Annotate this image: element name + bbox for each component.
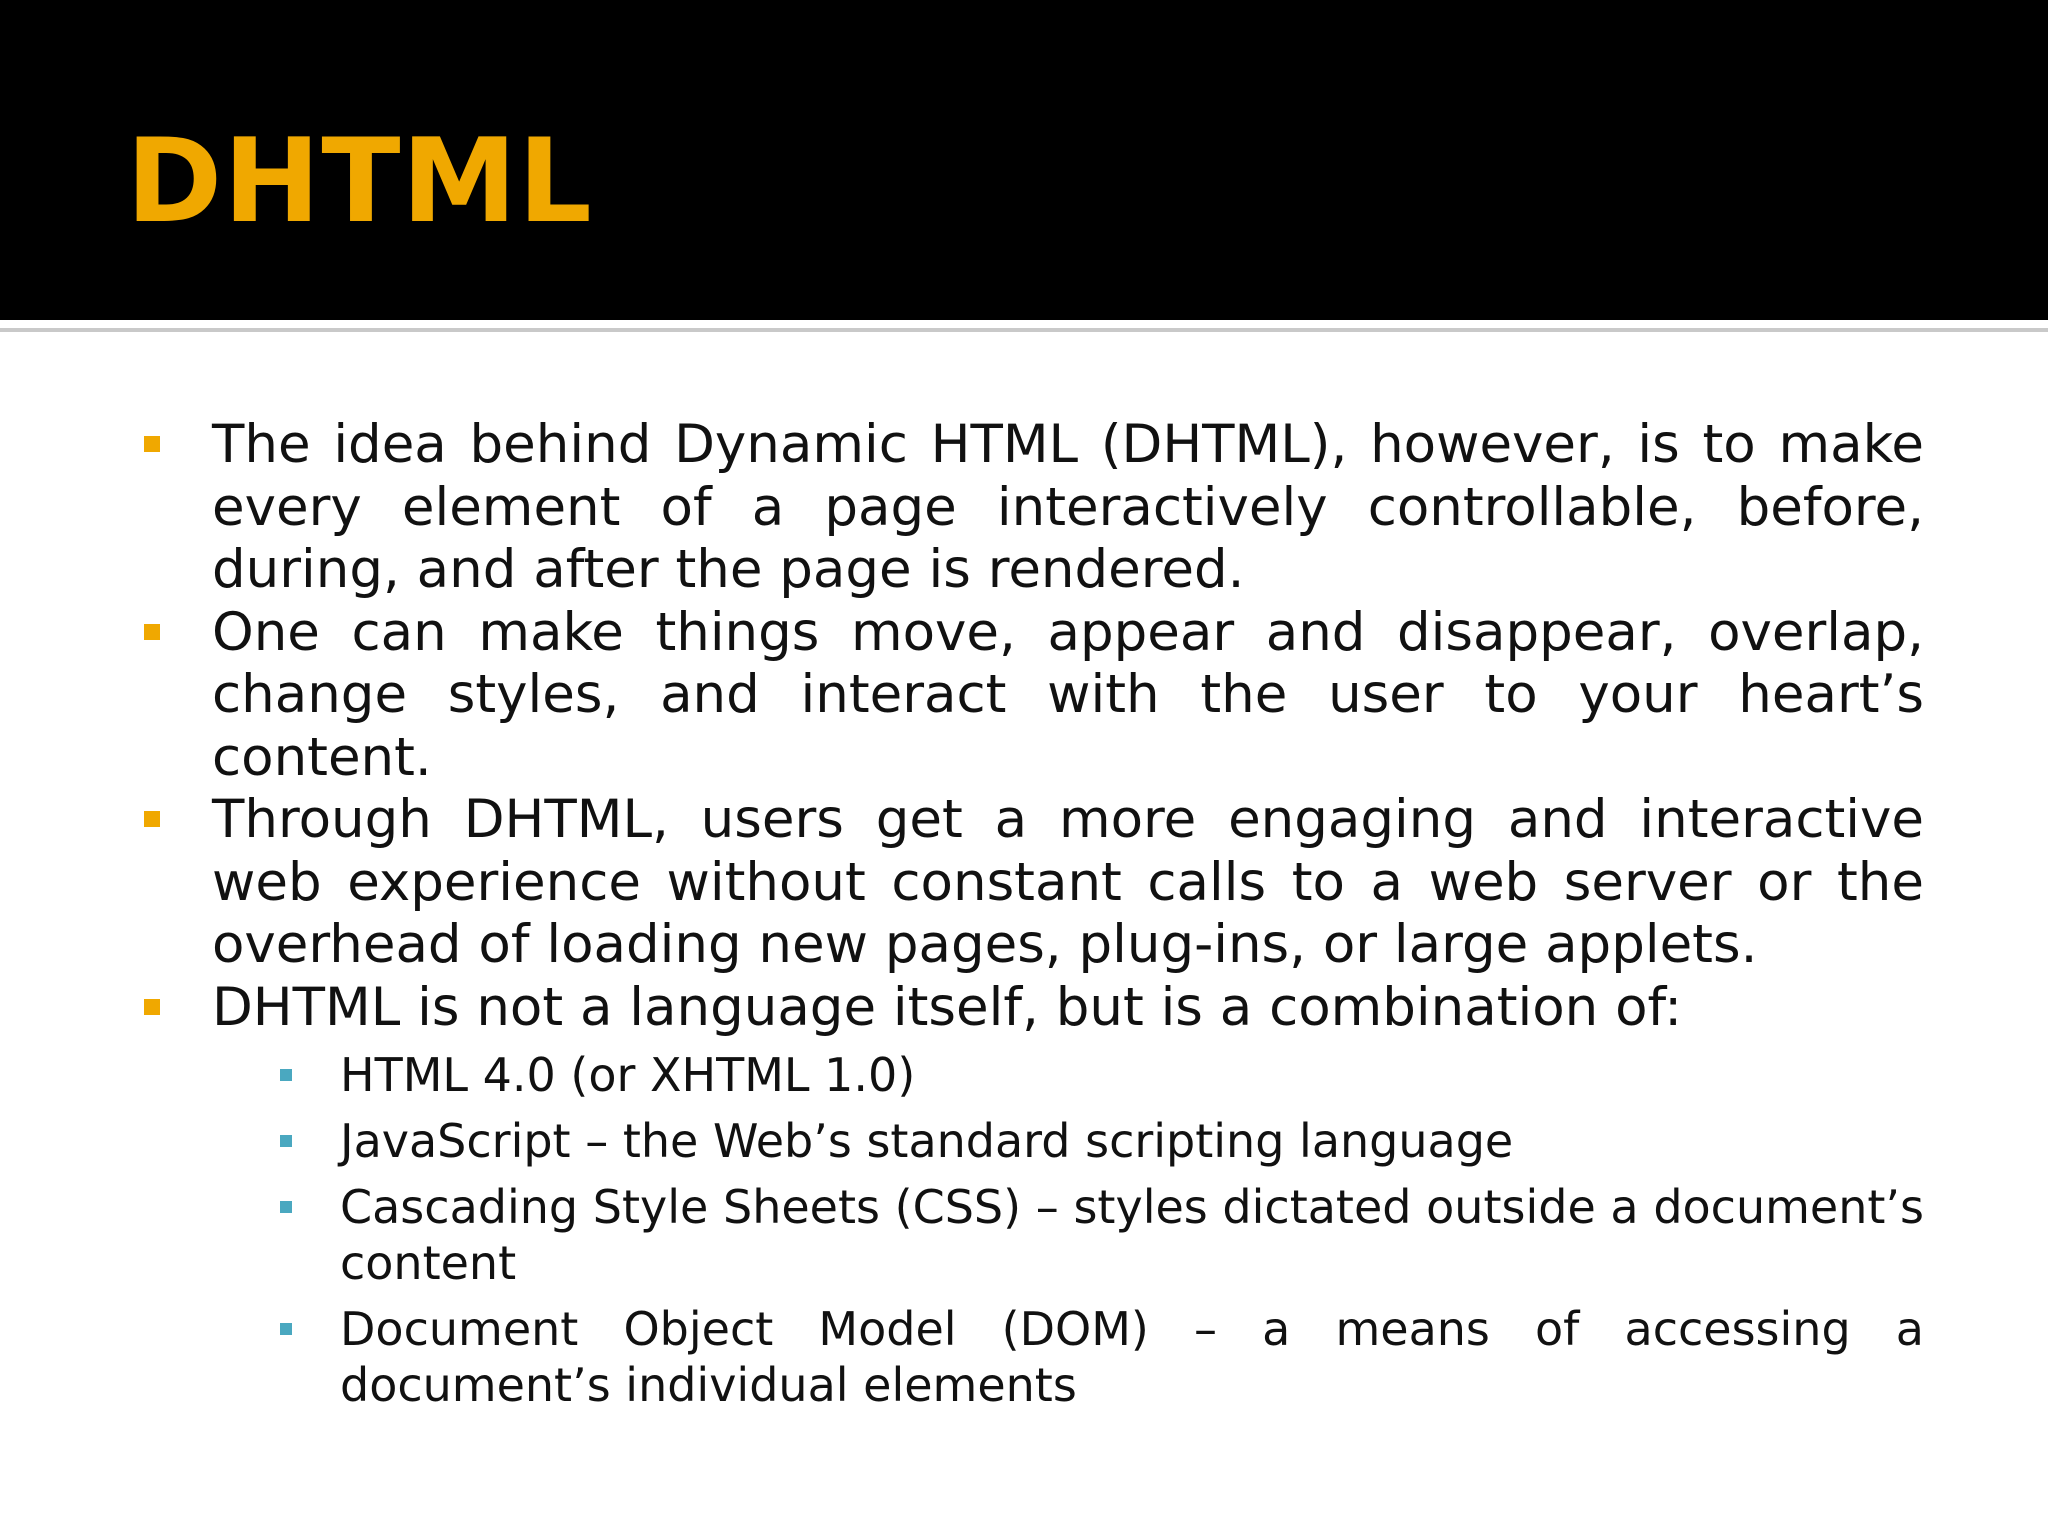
- title-divider: [0, 328, 2048, 332]
- small-square-bullet-icon: [280, 1135, 292, 1147]
- slide-content: [140, 414, 1924, 1423]
- sub-bullet-text: HTML 4.0 (or XHTML 1.0): [340, 1048, 916, 1102]
- sub-bullet-item: [276, 1179, 1924, 1291]
- sub-bullet-item: [276, 1047, 1924, 1103]
- square-bullet-icon: [144, 811, 160, 827]
- sub-bullet-text: Cascading Style Sheets (CSS) – styles dictated outside a document’s content: [340, 1180, 1924, 1290]
- square-bullet-icon: [144, 999, 160, 1015]
- square-bullet-icon: [144, 624, 160, 640]
- small-square-bullet-icon: [280, 1201, 292, 1213]
- bullet-list: [140, 414, 1924, 1413]
- sub-bullet-text: Document Object Model (DOM) – a means of accessing a document’s individual elements: [340, 1302, 1924, 1412]
- sub-bullet-item: [276, 1113, 1924, 1169]
- title-bar: [0, 0, 2048, 320]
- bullet-item: [140, 977, 1924, 1414]
- sub-bullet-item: [276, 1301, 1924, 1413]
- bullet-item: [140, 602, 1924, 790]
- bullet-item: [140, 789, 1924, 977]
- bullet-text: One can make things move, appear and disappear, overlap, change styles, and interact with the user to your heart’s content.: [212, 601, 1924, 788]
- bullet-text: Through DHTML, users get a more engaging and interactive web experience without constant calls to a web server or the overhead of loading new pages, plug-ins, or large applets.: [212, 789, 1924, 975]
- square-bullet-icon: [144, 436, 160, 452]
- bullet-item: [140, 414, 1924, 602]
- slide-title: DHTML: [126, 114, 593, 249]
- sub-bullet-list: [212, 1047, 1924, 1413]
- small-square-bullet-icon: [280, 1069, 292, 1081]
- bullet-text: DHTML is not a language itself, but is a combination of:: [212, 976, 1683, 1038]
- small-square-bullet-icon: [280, 1323, 292, 1335]
- bullet-text: The idea behind Dynamic HTML (DHTML), however, is to make every element of a page interactively controllable, before, during, and after the page is rendered.: [212, 414, 1924, 600]
- sub-bullet-text: JavaScript – the Web’s standard scripting language: [340, 1114, 1514, 1168]
